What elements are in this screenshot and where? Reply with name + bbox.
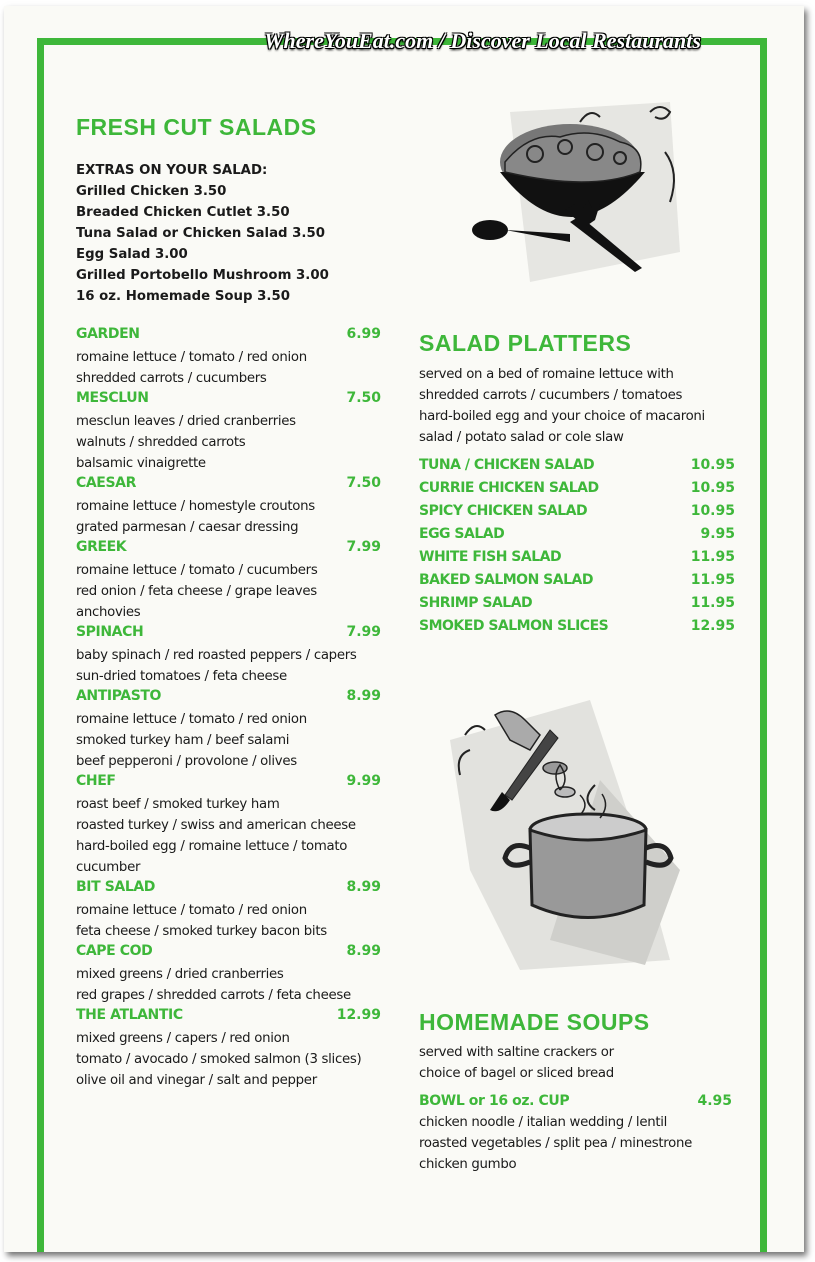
salad-item-description: beef pepperoni / provolone / olives: [76, 754, 297, 769]
salad-item-description: grated parmesan / caesar dressing: [76, 520, 299, 535]
salad-item-price: 8.99: [346, 879, 381, 895]
salad-item-name: GREEK: [76, 539, 127, 555]
platters-intro-line: salad / potato salad or cole slaw: [419, 430, 624, 445]
salad-item-description: romaine lettuce / tomato / red onion: [76, 712, 307, 727]
salad-item-name: ANTIPASTO: [76, 688, 162, 704]
platter-price: 11.95: [690, 549, 735, 565]
soup-description-line: roasted vegetables / split pea / minestrone: [419, 1136, 692, 1151]
salad-item-name: CHEF: [76, 773, 116, 789]
soups-heading: HOMEMADE SOUPS: [419, 1009, 650, 1035]
salad-item-price: 7.50: [346, 475, 381, 491]
platters-intro-line: hard-boiled egg and your choice of macaroni: [419, 409, 705, 424]
platter-name: TUNA / CHICKEN SALAD: [419, 457, 595, 473]
salad-item-description: roast beef / smoked turkey ham: [76, 797, 280, 812]
watermark: WhereYouEat.com / Discover Local Restaurants: [264, 28, 701, 53]
salad-item-price: 8.99: [346, 688, 381, 704]
salad-item-price: 6.99: [346, 326, 381, 342]
platters-list: [419, 457, 735, 641]
soups-intro-line: served with saltine crackers or: [419, 1045, 614, 1060]
platter-row: [419, 503, 735, 526]
salad-item-description: romaine lettuce / tomato / red onion: [76, 350, 307, 365]
platter-name: EGG SALAD: [419, 526, 505, 542]
salad-item-price: 9.99: [346, 773, 381, 789]
platter-name: WHITE FISH SALAD: [419, 549, 562, 565]
platter-row: [419, 480, 735, 503]
salad-item-description: red onion / feta cheese / grape leaves: [76, 584, 317, 599]
platter-name: SPICY CHICKEN SALAD: [419, 503, 588, 519]
salad-item-name: SPINACH: [76, 624, 144, 640]
salad-item-price: 7.99: [346, 539, 381, 555]
salad-item-description: tomato / avocado / smoked salmon (3 slices): [76, 1052, 362, 1067]
salad-item-description: baby spinach / red roasted peppers / capers: [76, 648, 357, 663]
salad-item-name: THE ATLANTIC: [76, 1007, 183, 1023]
salad-item-name: GARDEN: [76, 326, 140, 342]
salad-item-description: red grapes / shredded carrots / feta cheese: [76, 988, 351, 1003]
platter-price: 10.95: [690, 503, 735, 519]
salad-item-description: romaine lettuce / homestyle croutons: [76, 499, 315, 514]
salad-bowl-icon: [470, 92, 700, 292]
salad-item-name: CAESAR: [76, 475, 136, 491]
platter-price: 9.95: [700, 526, 735, 542]
salad-item-description: walnuts / shredded carrots: [76, 435, 246, 450]
platter-row: [419, 595, 735, 618]
salad-item-description: sun-dried tomatoes / feta cheese: [76, 669, 287, 684]
platter-row: [419, 549, 735, 572]
platter-row: [419, 526, 735, 549]
platter-price: 10.95: [690, 457, 735, 473]
salad-item-price: 12.99: [336, 1007, 381, 1023]
platter-row: [419, 572, 735, 595]
extra-item: Grilled Chicken 3.50: [76, 184, 227, 199]
salad-item-name: CAPE COD: [76, 943, 153, 959]
soup-description-line: chicken gumbo: [419, 1157, 517, 1172]
extra-item: 16 oz. Homemade Soup 3.50: [76, 289, 290, 304]
salad-item-price: 7.50: [346, 390, 381, 406]
extras-title: EXTRAS ON YOUR SALAD:: [76, 163, 268, 178]
platter-row: [419, 457, 735, 480]
salad-item-description: anchovies: [76, 605, 141, 620]
platters-intro-line: shredded carrots / cucumbers / tomatoes: [419, 388, 683, 403]
platter-name: SHRIMP SALAD: [419, 595, 533, 611]
salad-item-price: 8.99: [346, 943, 381, 959]
salad-item-description: mesclun leaves / dried cranberries: [76, 414, 296, 429]
salad-item-description: shredded carrots / cucumbers: [76, 371, 267, 386]
salad-item-description: hard-boiled egg / romaine lettuce / tomato: [76, 839, 348, 854]
soup-item-name: BOWL or 16 oz. CUP: [419, 1093, 570, 1109]
platter-price: 12.95: [690, 618, 735, 634]
extra-item: Breaded Chicken Cutlet 3.50: [76, 205, 290, 220]
salad-item-description: romaine lettuce / tomato / red onion: [76, 903, 307, 918]
platters-heading: SALAD PLATTERS: [419, 330, 632, 356]
platter-price: 11.95: [690, 595, 735, 611]
platter-name: SMOKED SALMON SLICES: [419, 618, 609, 634]
soup-item-price: 4.95: [697, 1093, 732, 1109]
platters-intro-line: served on a bed of romaine lettuce with: [419, 367, 674, 382]
soups-intro-line: choice of bagel or sliced bread: [419, 1066, 614, 1081]
platter-price: 11.95: [690, 572, 735, 588]
extra-item: Egg Salad 3.00: [76, 247, 188, 262]
salad-item-description: balsamic vinaigrette: [76, 456, 206, 471]
salad-item-description: olive oil and vinegar / salt and pepper: [76, 1073, 317, 1088]
salad-item-description: roasted turkey / swiss and american cheese: [76, 818, 356, 833]
soup-description-line: chicken noodle / italian wedding / lentil: [419, 1115, 668, 1130]
salad-item-description: smoked turkey ham / beef salami: [76, 733, 290, 748]
salad-item-name: MESCLUN: [76, 390, 149, 406]
salad-item-description: mixed greens / dried cranberries: [76, 967, 284, 982]
salad-item-description: cucumber: [76, 860, 141, 875]
salad-item-description: mixed greens / capers / red onion: [76, 1031, 290, 1046]
salad-item-name: BIT SALAD: [76, 879, 155, 895]
salad-item-price: 7.99: [346, 624, 381, 640]
salads-heading: FRESH CUT SALADS: [76, 114, 317, 140]
salad-item-description: romaine lettuce / tomato / cucumbers: [76, 563, 318, 578]
soup-pot-icon: [430, 680, 690, 980]
platter-price: 10.95: [690, 480, 735, 496]
salad-item-description: feta cheese / smoked turkey bacon bits: [76, 924, 327, 939]
platter-row: [419, 618, 735, 641]
platter-name: BAKED SALMON SALAD: [419, 572, 593, 588]
extra-item: Tuna Salad or Chicken Salad 3.50: [76, 226, 325, 241]
platter-name: CURRIE CHICKEN SALAD: [419, 480, 599, 496]
extra-item: Grilled Portobello Mushroom 3.00: [76, 268, 329, 283]
